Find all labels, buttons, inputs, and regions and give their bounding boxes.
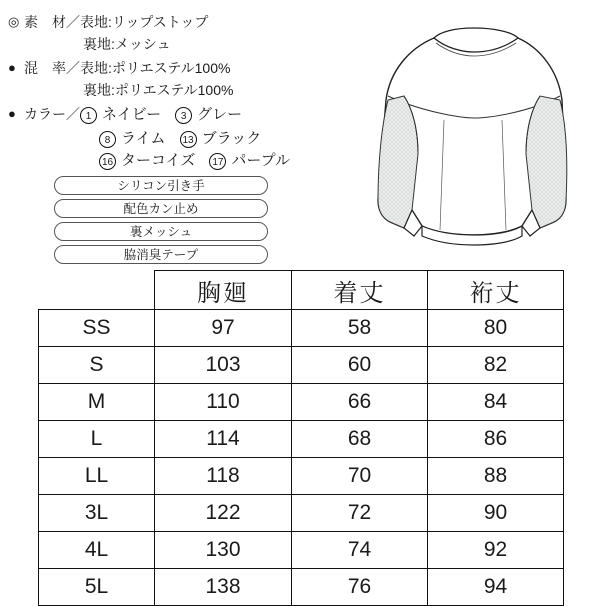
row-chest: 138 — [155, 569, 292, 606]
feature-pill-list — [54, 176, 268, 268]
color-row — [8, 104, 338, 126]
color-number: 3 — [175, 107, 192, 124]
row-chest: 97 — [155, 310, 292, 347]
row-length: 70 — [292, 458, 428, 495]
feature-pill-4: 脇消臭テープ — [54, 245, 268, 264]
table-header-row — [39, 271, 564, 310]
material-outer-value: 表地:リップストップ — [80, 14, 209, 30]
row-length: 68 — [292, 421, 428, 458]
color-number: 8 — [99, 131, 116, 148]
color-line-1 — [80, 104, 256, 126]
color-number: 1 — [80, 107, 97, 124]
solid-circle-icon-2 — [8, 104, 24, 124]
color-name: グレー — [197, 106, 243, 123]
size-table — [38, 270, 564, 606]
header-sleeve: 裄丈 — [428, 271, 564, 310]
color-number: 17 — [209, 153, 226, 170]
row-length: 74 — [292, 532, 428, 569]
row-sleeve: 92 — [428, 532, 564, 569]
table-row — [39, 421, 564, 458]
row-size: SS — [39, 310, 155, 347]
color-number: 16 — [99, 153, 116, 170]
row-size: S — [39, 347, 155, 384]
color-name: ターコイズ — [121, 152, 196, 169]
feature-pill-1: シリコン引き手 — [54, 176, 268, 195]
blend-outer-value: 表地:ポリエステル100% — [80, 60, 231, 76]
table-row — [39, 495, 564, 532]
specification-block — [8, 12, 338, 172]
header-size — [39, 271, 155, 310]
row-size: L — [39, 421, 155, 458]
color-line-2 — [99, 128, 338, 150]
material-label: 素 材／ — [24, 14, 80, 30]
feature-pill-2: 配色カン止め — [54, 199, 268, 218]
color-list-extra — [99, 128, 338, 172]
row-size: 3L — [39, 495, 155, 532]
blend-label: 混 率／ — [24, 60, 80, 76]
row-sleeve: 80 — [428, 310, 564, 347]
table-row — [39, 384, 564, 421]
color-line-3 — [99, 150, 338, 172]
color-number: 13 — [180, 131, 197, 148]
row-chest: 103 — [155, 347, 292, 384]
hollow-circle-icon — [8, 12, 24, 32]
row-size: 4L — [39, 532, 155, 569]
row-sleeve: 84 — [428, 384, 564, 421]
row-length: 72 — [292, 495, 428, 532]
color-label: カラー／ — [24, 106, 80, 122]
blend-inner-value: 裏地:ポリエステル100% — [83, 82, 234, 98]
jacket-illustration — [326, 4, 596, 262]
row-length: 58 — [292, 310, 428, 347]
row-sleeve: 82 — [428, 347, 564, 384]
header-chest: 胸廻 — [155, 271, 292, 310]
row-sleeve: 86 — [428, 421, 564, 458]
row-size: M — [39, 384, 155, 421]
blend-row — [8, 58, 338, 78]
color-name: ライム — [121, 130, 166, 147]
row-chest: 118 — [155, 458, 292, 495]
feature-pill-3: 裏メッシュ — [54, 222, 268, 241]
color-name: パープル — [231, 152, 291, 169]
color-name: ブラック — [201, 130, 262, 147]
row-chest: 122 — [155, 495, 292, 532]
row-sleeve: 90 — [428, 495, 564, 532]
row-length: 60 — [292, 347, 428, 384]
row-chest: 130 — [155, 532, 292, 569]
row-length: 66 — [292, 384, 428, 421]
row-sleeve: 94 — [428, 569, 564, 606]
color-name: ネイビー — [102, 106, 162, 123]
top-section — [0, 0, 600, 268]
solid-circle-icon — [8, 58, 24, 78]
table-row — [39, 347, 564, 384]
row-size: LL — [39, 458, 155, 495]
material-inner-value: 裏地:メッシュ — [83, 36, 171, 52]
row-chest: 114 — [155, 421, 292, 458]
table-row — [39, 458, 564, 495]
table-row — [39, 310, 564, 347]
material-row — [8, 12, 338, 32]
size-table-container — [38, 270, 563, 606]
row-length: 76 — [292, 569, 428, 606]
row-chest: 110 — [155, 384, 292, 421]
table-row — [39, 532, 564, 569]
header-length: 着丈 — [292, 271, 428, 310]
row-size: 5L — [39, 569, 155, 606]
row-sleeve: 88 — [428, 458, 564, 495]
